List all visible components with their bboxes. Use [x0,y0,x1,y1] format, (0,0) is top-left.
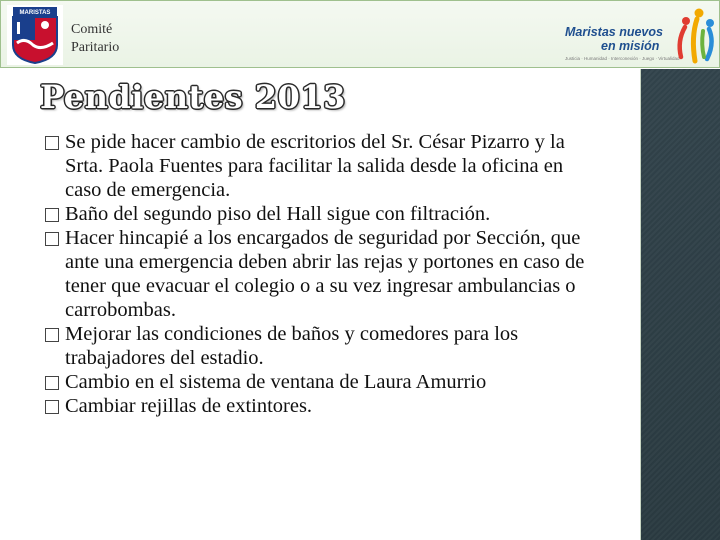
people-figures-icon [671,7,717,65]
bullet-text: Cambiar rejillas de extintores. [65,395,313,417]
school-logo [7,5,63,65]
decorative-sidebar [641,69,720,540]
square-bullet-icon [45,232,59,246]
slide-title: Pendientes 2013 [40,78,346,116]
bullet-item [44,202,604,226]
school-logo-text: MARISTAS [19,10,51,16]
committee-line-2: Paritario [71,40,120,55]
bullet-text: Baño del segundo piso del Hall sigue con filtración. [65,203,491,225]
bullet-item [44,130,604,202]
bullet-item [44,226,604,322]
committee-line-1: Comité [71,22,113,37]
committee-label [71,21,119,57]
header-bar [0,0,720,68]
brand-line-1: Maristas nuevos [565,25,663,39]
square-bullet-icon [45,208,59,222]
brand-logo [561,7,717,65]
bullet-text: Se pide hacer cambio de escritorios del Sr. César Pizarro y la Srta. Paola Fuentes para facilitar la salida desde la oficina en caso de emergencia. [65,131,565,201]
bullet-text: Hacer hincapié a los encargados de seguridad por Sección, que ante una emergencia deben abrir las rejas y portones en caso de tener que evacuar el colegio o a su vez ingresar ambulancias o carrobombas. [65,227,585,321]
square-bullet-icon [45,400,59,414]
square-bullet-icon [45,328,59,342]
bullet-item [44,394,604,418]
square-bullet-icon [45,376,59,390]
bullet-list [44,130,604,418]
bullet-text: Mejorar las condiciones de baños y comedores para los trabajadores del estadio. [65,323,519,369]
bullet-item [44,322,604,370]
brand-tagline: Justicia · Humanidad · Interconexión · Juego · Virtualidad [565,56,680,61]
brand-line-2: en misión [601,39,660,53]
bullet-item [44,370,604,394]
square-bullet-icon [45,136,59,150]
bullet-text: Cambio en el sistema de ventana de Laura Amurrio [65,371,487,393]
